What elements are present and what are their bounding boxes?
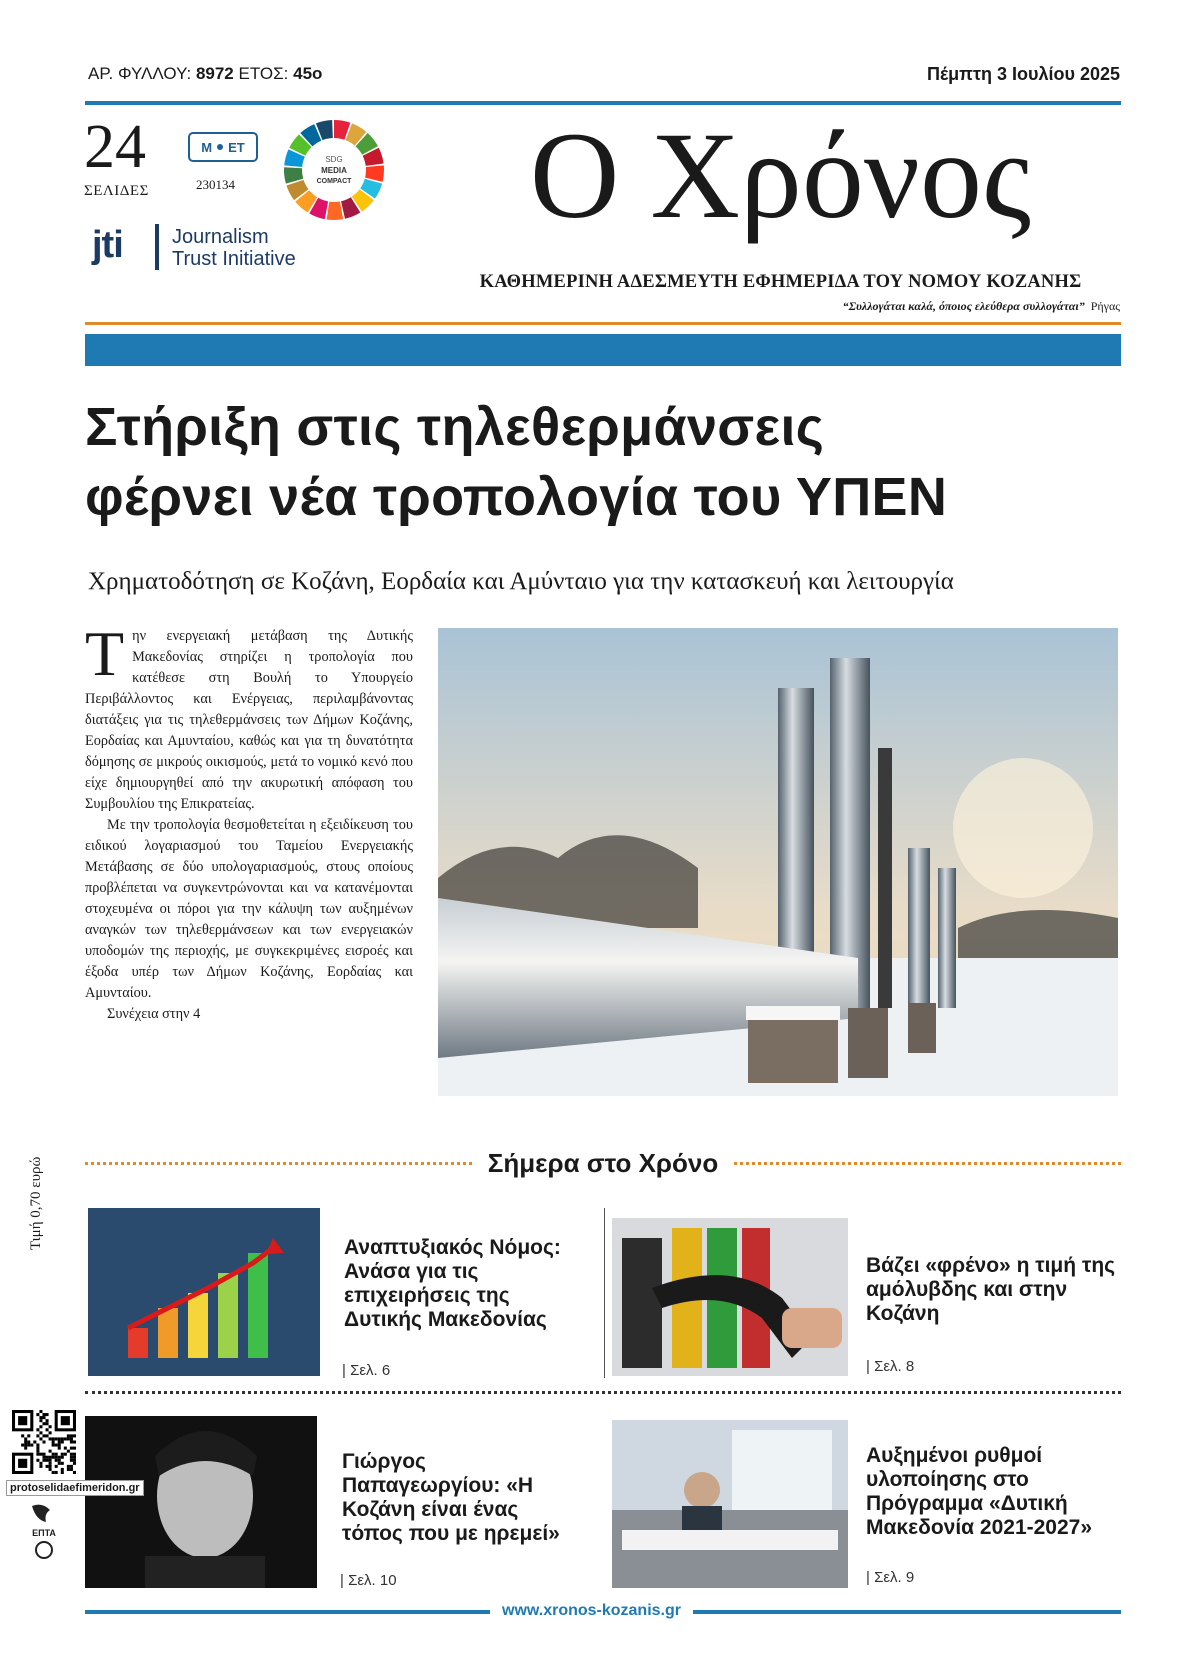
issue-info: ΑΡ. ΦΥΛΛΟΥ: 8972 ΕΤΟΣ: 45ο — [88, 64, 323, 83]
qr-cell — [73, 1462, 76, 1465]
qr-cell — [42, 1456, 45, 1459]
qr-cell — [46, 1459, 49, 1462]
pages-label: ΣΕΛΙΔΕΣ — [84, 183, 149, 199]
qr-cell — [58, 1444, 61, 1447]
qr-cell — [67, 1468, 70, 1471]
qr-cell — [46, 1428, 49, 1431]
met-badge: Μ ΕΤ — [188, 132, 258, 162]
jti-text: Journalism Trust Initiative — [172, 226, 296, 270]
story-page-1: | Σελ. 6 — [342, 1362, 391, 1379]
qr-cell — [73, 1456, 76, 1459]
continued-link[interactable]: Συνέχεια στην 4 — [107, 1006, 201, 1022]
qr-cell — [61, 1456, 64, 1459]
qr-cell — [36, 1444, 39, 1447]
qr-cell — [39, 1431, 42, 1434]
qr-cell — [61, 1468, 64, 1471]
qr-cell — [27, 1440, 30, 1443]
dropcap: Τ — [85, 618, 125, 689]
blue-band — [85, 334, 1121, 366]
qr-cell — [39, 1437, 42, 1440]
story-title-2[interactable]: Βάζει «φρένο» η τιμή της αμόλυβδης και στην Κοζάνη — [866, 1254, 1116, 1325]
qr-cell — [70, 1468, 73, 1471]
qr-cell — [52, 1453, 55, 1456]
qr-cell — [49, 1462, 52, 1465]
jti-logo: jti — [92, 224, 123, 266]
qr-cell — [73, 1471, 76, 1474]
story-page-4: | Σελ. 9 — [866, 1569, 915, 1586]
qr-cell — [42, 1422, 45, 1425]
portrait-image — [85, 1416, 317, 1588]
qr-cell — [61, 1471, 64, 1474]
sdg-segment — [365, 165, 384, 182]
qr-cell — [18, 1459, 27, 1468]
stories-dotted-rule — [85, 1391, 1121, 1394]
met-number: 230134 — [196, 177, 235, 192]
qr-cell — [58, 1437, 61, 1440]
qr-cell — [67, 1434, 70, 1437]
qr-cell — [73, 1447, 76, 1450]
qr-cell — [61, 1462, 64, 1465]
epta-logo — [24, 1500, 64, 1560]
qr-cell — [46, 1419, 49, 1422]
story-page-3: | Σελ. 10 — [340, 1572, 397, 1589]
qr-cell — [49, 1425, 52, 1428]
met-dot-icon — [217, 144, 223, 150]
qr-cell — [52, 1437, 55, 1440]
qr-cell — [67, 1437, 70, 1440]
qr-cell — [36, 1453, 39, 1456]
qr-cell — [73, 1434, 76, 1437]
sdg-line3: COMPACT — [316, 178, 352, 185]
qr-cell — [67, 1450, 70, 1453]
price-label: Τιμή 0,70 ευρώ — [28, 1156, 44, 1250]
qr-cell — [30, 1444, 33, 1447]
qr-cell — [55, 1437, 58, 1440]
website-link[interactable]: www.xronos-kozanis.gr — [490, 1602, 693, 1620]
qr-cell — [42, 1453, 45, 1456]
story-chart-image — [88, 1208, 320, 1376]
qr-cell — [64, 1437, 67, 1440]
qr-cell — [58, 1447, 61, 1450]
qr-cell — [49, 1468, 52, 1471]
qr-cell — [36, 1450, 39, 1453]
qr-cell — [27, 1444, 30, 1447]
qr-cell — [46, 1422, 49, 1425]
pipeline-photo — [438, 628, 1118, 1096]
qr-cell — [55, 1444, 58, 1447]
qr-cell — [64, 1447, 67, 1450]
qr-cell — [55, 1459, 58, 1462]
qr-cell — [64, 1453, 67, 1456]
qr-cell — [39, 1410, 42, 1413]
qr-cell — [58, 1462, 61, 1465]
qr-cell — [55, 1465, 58, 1468]
qr-cell — [39, 1465, 42, 1468]
qr-cell — [58, 1456, 61, 1459]
qr-cell — [70, 1447, 73, 1450]
orange-rule — [85, 322, 1121, 325]
qr-cell — [55, 1471, 58, 1474]
qr-cell — [55, 1453, 58, 1456]
qr-cell — [39, 1419, 42, 1422]
qr-cell — [70, 1465, 73, 1468]
qr-cell — [70, 1453, 73, 1456]
qr-cell — [42, 1416, 45, 1419]
article-paragraph-1: Την ενεργειακή μετάβαση της Δυτικής Μακεδονίας στηρίζει η τροπολογία που κατέθεσε στη Βουλή το Υπουργείο Περιβάλλοντος και Ενέργειας, περιλαμβάνοντας διατάξεις για τις τηλεθερμάνσεις των Δήμων Κοζάνης, Εορδαίας και Αμυνταίου, καθώς και για τη δυνατότητα δόμησης σε μικρούς οικισμούς, μετά το νομικό κενό που είχε δημιουργηθεί από την ακυρωτική απόφαση του Συμβουλίου της Επικρατείας. — [85, 618, 413, 812]
protoselida-badge[interactable]: protoselidaefimeridon.gr — [6, 1480, 144, 1496]
qr-cell — [73, 1459, 76, 1462]
qr-cell — [52, 1444, 55, 1447]
qr-cell — [46, 1456, 49, 1459]
qr-cell — [21, 1444, 24, 1447]
story-title-4[interactable]: Αυξημένοι ρυθμοί υλοποίησης στο Πρόγραμμα «Δυτική Μακεδονία 2021-2027» — [866, 1444, 1093, 1539]
qr-cell — [39, 1416, 42, 1419]
sdg-media-compact-logo — [282, 118, 386, 222]
qr-cell — [49, 1456, 52, 1459]
section-dots-left — [85, 1162, 472, 1165]
qr-cell — [36, 1434, 39, 1437]
qr-cell — [36, 1428, 39, 1431]
bird-icon — [32, 1505, 50, 1522]
qr-cell — [24, 1437, 27, 1440]
sdg-segment — [327, 201, 344, 220]
qr-cell — [73, 1453, 76, 1456]
qr-cell — [58, 1459, 61, 1462]
qr-cell — [39, 1462, 42, 1465]
qr-cell — [67, 1465, 70, 1468]
motto: “Συλλογάται καλά, όποιος ελεύθερα συλλογάται” Ρήγας — [842, 299, 1120, 313]
lead-deck: Χρηματοδότηση σε Κοζάνη, Εορδαία και Αμύνταιο για την κατασκευή και λειτουργία — [88, 568, 954, 595]
qr-cell — [61, 1440, 64, 1443]
masthead-subtitle: ΚΑΘΗΜΕΡΙΝΗ ΑΔΕΣΜΕΥΤΗ ΕΦΗΜΕΡΙΔΑ ΤΟΥ ΝΟΜΟΥ ΚΟΖΑΝΗΣ — [479, 272, 1082, 292]
section-dots-right — [734, 1162, 1121, 1165]
qr-cell — [52, 1456, 55, 1459]
qr-cell — [55, 1456, 58, 1459]
issue-date: Πέμπτη 3 Ιουλίου 2025 — [927, 64, 1120, 84]
qr-cell — [42, 1440, 45, 1443]
sdg-line1: SDG — [325, 155, 343, 164]
top-rule — [85, 101, 1121, 105]
story-title-1[interactable]: Αναπτυξιακός Νόμος: Ανάσα για τις επιχειρήσεις της Δυτικής Μακεδονίας — [344, 1236, 561, 1331]
story-page-2: | Σελ. 8 — [866, 1358, 915, 1375]
qr-cell — [24, 1440, 27, 1443]
qr-cell — [36, 1459, 39, 1462]
article-paragraph-2: Με την τροπολογία θεσμοθετείται η εξειδίκευση του ειδικού λογαριασμού του Ταμείου Ενεργειακής Μετάβασης σε δύο υπολογαριασμούς, στους οποίους προβλέπεται να συγκεντρώνονται και να κατανέμονται στοχευμένα οι πόροι για την κάλυψη των αυξημένων αναγκών των τηλεθερμάνσεων και των ενεργειακών υποδομών της περιοχής, με συγκεκριμένες εισροές και έξοδα υπέρ των Δήμων Κοζάνης, Εορδαίας και Αμυνταίου. — [85, 817, 413, 1001]
qr-cell — [39, 1453, 42, 1456]
qr-cell — [24, 1444, 27, 1447]
story-title-3[interactable]: Γιώργος Παπαγεωργίου: «Η Κοζάνη είναι ένας τόπος που με ηρεμεί» — [342, 1450, 560, 1545]
qr-cell — [52, 1440, 55, 1443]
qr-cell — [70, 1437, 73, 1440]
qr-cell — [42, 1434, 45, 1437]
qr-cell — [73, 1440, 76, 1443]
qr-cell — [27, 1434, 30, 1437]
qr-cell — [61, 1437, 64, 1440]
qr-cell — [24, 1447, 27, 1450]
qr-cell — [61, 1453, 64, 1456]
qr-code[interactable] — [12, 1410, 76, 1474]
conference-image — [612, 1420, 848, 1588]
qr-cell — [46, 1465, 49, 1468]
epta-label: ΕΠΤΑ — [32, 1528, 56, 1538]
qr-cell — [49, 1431, 52, 1434]
qr-cell — [36, 1413, 39, 1416]
qr-cell — [18, 1416, 27, 1425]
qr-cell — [36, 1447, 39, 1450]
qr-cell — [49, 1437, 52, 1440]
qr-cell — [39, 1425, 42, 1428]
seal-icon — [36, 1542, 52, 1558]
masthead: Ο Χρόνος — [529, 107, 1032, 244]
qr-cell — [49, 1450, 52, 1453]
lead-headline[interactable]: Στήριξη στις τηλεθερμάνσεις φέρνει νέα τροπολογία του ΥΠΕΝ — [85, 397, 948, 527]
qr-cell — [49, 1465, 52, 1468]
qr-cell — [46, 1413, 49, 1416]
qr-cell — [42, 1413, 45, 1416]
stories-divider — [604, 1208, 605, 1378]
qr-cell — [61, 1416, 70, 1425]
qr-cell — [70, 1459, 73, 1462]
fuel-pump-image — [612, 1218, 848, 1376]
qr-cell — [70, 1440, 73, 1443]
qr-cell — [52, 1471, 55, 1474]
qr-cell — [58, 1440, 61, 1443]
qr-cell — [49, 1459, 52, 1462]
qr-cell — [70, 1456, 73, 1459]
qr-cell — [33, 1440, 36, 1443]
pages-count: 24 — [84, 113, 146, 181]
sdg-line2: MEDIA — [321, 166, 347, 175]
qr-cell — [21, 1434, 24, 1437]
qr-cell — [46, 1434, 49, 1437]
lead-article-body — [85, 618, 413, 1025]
jti-divider — [155, 224, 159, 270]
qr-cell — [70, 1434, 73, 1437]
qr-cell — [42, 1459, 45, 1462]
today-section-title: Σήμερα στο Χρόνο — [85, 1148, 1121, 1179]
